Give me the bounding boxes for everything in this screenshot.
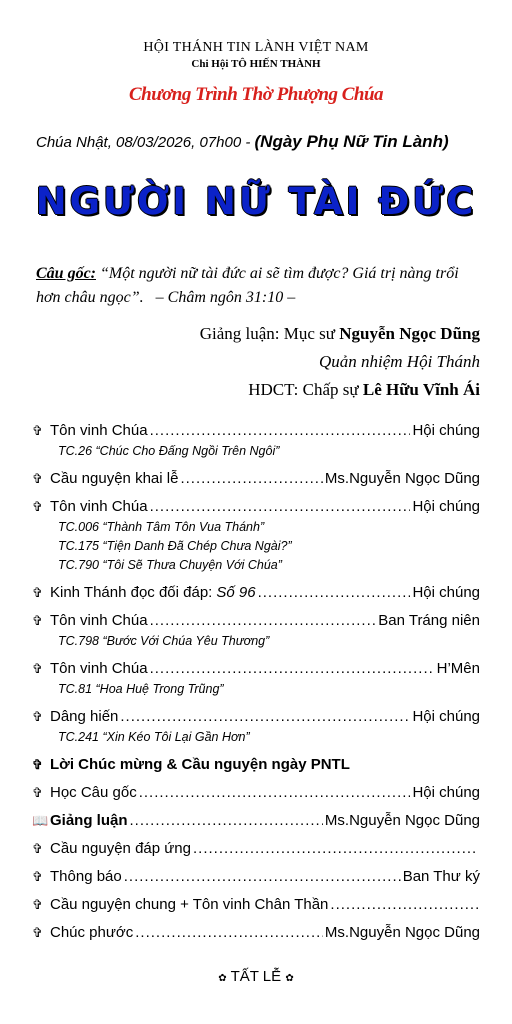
program-item <box>32 660 480 677</box>
dot-leader <box>330 896 478 913</box>
preacher-line <box>200 324 480 344</box>
dot-leader <box>180 470 322 487</box>
dot-leader <box>120 708 410 725</box>
branch-name: Chi Hội TÔ HIẾN THÀNH <box>191 58 321 70</box>
dot-leader <box>150 660 435 677</box>
program-item-value: Ms.Nguyễn Ngọc Dũng <box>324 470 480 487</box>
cross-icon: ✞ <box>32 585 43 600</box>
cross-icon: ✞ <box>32 925 43 940</box>
cross-icon: ✞ <box>32 841 43 856</box>
program-item-value: Ms.Nguyễn Ngọc Dũng <box>324 812 480 829</box>
program-item-label: Chúc phước <box>50 924 134 941</box>
cross-icon: ✞ <box>32 423 43 438</box>
program-item <box>32 784 480 801</box>
program-item-value: H’Mên <box>436 660 480 677</box>
dot-leader <box>150 422 411 439</box>
program-item-label: Thông báo <box>50 868 122 885</box>
song-title: TC.81 “Hoa Huệ Trong Trũng” <box>58 682 224 696</box>
cross-icon: ✞ <box>32 869 43 884</box>
program-item-label: Học Câu gốc <box>50 784 137 801</box>
closing <box>0 968 512 985</box>
program-item-label: Dâng hiến <box>50 708 119 725</box>
program-item <box>32 896 480 913</box>
cross-icon: ✞ <box>32 709 43 724</box>
host-prefix: HDCT: Chấp sự <box>248 380 359 399</box>
program-item <box>32 612 480 629</box>
organization-name: HỘI THÁNH TIN LÀNH VIỆT NAM <box>143 40 369 55</box>
bible-icon: 📖 <box>32 813 49 828</box>
song-title: TC.26 “Chúc Cho Đấng Ngồi Trên Ngôi” <box>58 444 280 458</box>
cross-icon: ✞ <box>32 757 43 772</box>
dot-leader <box>193 840 478 857</box>
cross-icon: ✞ <box>32 499 43 514</box>
dot-leader <box>150 612 377 629</box>
program-item <box>32 756 480 773</box>
program-item-label: Tôn vinh Chúa <box>50 612 148 629</box>
key-verse <box>36 262 482 310</box>
program-item <box>32 470 480 487</box>
program-item <box>32 498 480 515</box>
program-item-label: Giảng luận <box>50 812 128 829</box>
program-item <box>32 840 480 857</box>
song-title: TC.175 “Tiện Danh Đã Chép Chưa Ngài?” <box>58 539 292 553</box>
program-item-label: Kinh Thánh đọc đối đáp: <box>50 584 213 601</box>
program-item-label: Lời Chúc mừng & Cầu nguyện ngày PNTL <box>50 756 350 773</box>
program-item-value: Hội chúng <box>412 584 480 601</box>
key-verse-label: Câu gốc: <box>36 265 96 282</box>
song-title: TC.006 “Thành Tâm Tôn Vua Thánh” <box>58 520 265 534</box>
program-item-value: Hội chúng <box>412 784 480 801</box>
program-item-value: Hội chúng <box>412 708 480 725</box>
program-item-label: Tôn vinh Chúa <box>50 660 148 677</box>
dot-leader <box>130 812 323 829</box>
cross-icon: ✞ <box>32 785 43 800</box>
program-item <box>32 868 480 885</box>
song-title: TC.241 “Xin Kéo Tôi Lại Gần Hơn” <box>58 730 250 744</box>
ornament-icon: ✿ <box>285 973 294 984</box>
cross-icon: ✞ <box>32 613 43 628</box>
program-item-value: Ban Thư ký <box>402 868 480 885</box>
preacher-role: Quản nhiệm Hội Thánh <box>318 352 480 371</box>
program-item-value: Ban Tráng niên <box>378 612 480 629</box>
cross-icon: ✞ <box>32 897 43 912</box>
program-item <box>32 584 480 601</box>
dot-leader <box>258 584 411 601</box>
service-date: Chúa Nhật, 08/03/2026, 07h00 - <box>36 134 251 151</box>
dot-leader <box>150 498 411 515</box>
program-item <box>32 422 480 439</box>
program-item-value: Hội chúng <box>412 422 480 439</box>
program-item <box>32 708 480 725</box>
program-item-label: Cầu nguyện đáp ứng <box>50 840 191 857</box>
program-item-value: Ms.Nguyễn Ngọc Dũng <box>324 924 480 941</box>
song-title: TC.798 “Bước Với Chúa Yêu Thương” <box>58 634 270 648</box>
program-item-reading: Số 96 <box>216 584 256 601</box>
preacher-name: Nguyễn Ngọc Dũng <box>339 324 480 343</box>
sermon-title: NGƯỜI NỮ TÀI ĐỨC <box>35 180 477 223</box>
program-title: Chương Trình Thờ Phượng Chúa <box>128 84 384 105</box>
program-item-label: Tôn vinh Chúa <box>50 498 148 515</box>
occasion: (Ngày Phụ Nữ Tin Lành) <box>254 132 449 151</box>
song-title: TC.790 “Tôi Sẽ Thưa Chuyện Với Chúa” <box>58 558 282 572</box>
preacher-prefix: Giảng luận: Mục sư <box>199 324 335 343</box>
key-verse-reference: – Châm ngôn 31:10 – <box>155 289 296 306</box>
dot-leader <box>124 868 401 885</box>
program-item-label: Cầu nguyện khai lễ <box>50 470 179 487</box>
ornament-icon: ✿ <box>218 973 227 984</box>
host-name: Lê Hữu Vĩnh Ái <box>362 380 480 399</box>
cross-icon: ✞ <box>32 661 43 676</box>
program-item-label: Tôn vinh Chúa <box>50 422 148 439</box>
dot-leader <box>135 924 323 941</box>
cross-icon: ✞ <box>32 471 43 486</box>
program-item-label: Cầu nguyện chung + Tôn vinh Chân Thần <box>50 896 329 913</box>
program-item <box>32 924 480 941</box>
dot-leader <box>139 784 411 801</box>
program-item-value: Hội chúng <box>412 498 480 515</box>
program-item <box>32 812 480 829</box>
closing-text: TẤT LỄ <box>230 968 282 985</box>
host-line <box>248 380 480 400</box>
key-verse-text: “Một người nữ tài đức ai sẽ tìm được? Giá trị nàng trổi hơn châu ngọc”. <box>36 265 459 306</box>
service-date-line <box>36 132 449 152</box>
